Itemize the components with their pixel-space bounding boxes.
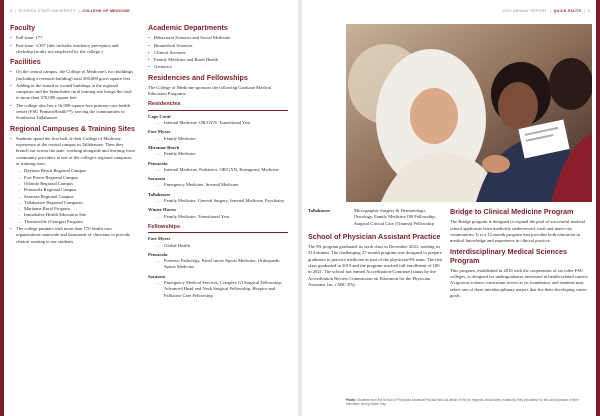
- residency-location-name: Sarasota: [148, 176, 166, 182]
- residency-program: – Family Medicine: [148, 136, 288, 142]
- photo-caption-label: Photo:: [346, 398, 357, 402]
- left-column-2: [148, 24, 288, 299]
- left-header-title: COLLEGE OF MEDICINE: [82, 9, 130, 13]
- regional-list: [10, 136, 136, 245]
- facilities-heading: Facilities: [10, 57, 41, 67]
- right-running-header: 2022 ANNUAL REPORT | QUICK FACTS | 9: [502, 9, 590, 13]
- facilities-item: • On the central campus, the College of Medicine's two buildings (including a research building) total 300,000 gross square feet.: [10, 69, 136, 82]
- fellowship-location-name: Sarasota: [148, 273, 166, 279]
- regional-site: – Fort Pierce Regional Campus: [18, 175, 136, 181]
- regional-sites-list: [18, 168, 136, 225]
- regional-site: – Tallahassee Regional Campuses: [18, 200, 136, 206]
- residency-location-name: Miramar Beach: [148, 144, 180, 150]
- academic-list: [148, 35, 288, 70]
- residencies-intro: The College of Medicine sponsors the following Graduate Medical Education Programs:: [148, 84, 272, 97]
- academic-item: • Biomedical Sciences: [148, 43, 288, 49]
- academic-item: • Behavioral Sciences and Social Medicine: [148, 35, 288, 41]
- right-column-b: [450, 208, 590, 302]
- pa-text: The PA program graduated its sixth class in December 2021, totaling its 314 alumni. The challenging 27-month program was designed to prepare graduates to practice medicine as part of the physician-PA team. The first class graduated in 2019 and the program reached full enrollment of 180 in 2021. The school has earned Accreditation-Continued status by the Accreditation Review Commission on Education for the Physician Assistant, Inc. (ARC-PA).: [308, 244, 443, 287]
- residency-program: – Family Medicine, Transitional Year: [148, 214, 288, 220]
- fellowship-location-name: Fort Myers: [148, 236, 171, 242]
- faculty-list: [10, 35, 136, 55]
- residency-location-name: Winter Haven: [148, 207, 176, 213]
- right-header-title: QUICK FACTS: [553, 9, 582, 13]
- photo-illustration: [346, 24, 592, 202]
- fellowship-program: – Forensic Pathology, Pain/Cancer Sports Medicine, Orthopaedic Sports Medicine: [148, 258, 288, 271]
- academic-heading: Academic Departments: [148, 23, 228, 32]
- residency-location-name: Fort Myers: [148, 129, 171, 135]
- fellowship-program: Micrographic Surgery & Dermatologic Oncology, Family Medicine OB Fellowship, Surgical Critical Care (Trauma) Fellowship: [354, 208, 436, 226]
- fellowships-subheading: Fellowships: [148, 224, 288, 233]
- regional-intro-text: Students spend the first half of their College of Medicine experience at the central campus in Tallahassee. Then they branch out across the state, working alongside and learning from community providers at one of the college's regional campuses or training sites.: [16, 135, 135, 167]
- residency-location-name: Cape Coral: [148, 113, 171, 119]
- idsp-text: This program, established in 2016 with the cooperation of six other FSU colleges, is designed for undergraduates interested in health-related careers. A rigorous science curriculum serves as its foundation, and students may select one of three interdisciplinary majors that fits their developing career goals.: [450, 267, 589, 298]
- residency-location-name: Tallahassee: [148, 191, 171, 197]
- faculty-item: • Full-time: 177: [10, 35, 136, 41]
- right-page-number: 9: [587, 9, 590, 13]
- fellowship-location-name: Pensacola: [148, 251, 168, 257]
- regional-site: – Marianna Rural Program: [18, 206, 136, 212]
- regional-site: – Orlando Regional Campus: [18, 181, 136, 187]
- fellowship-program: – Emergency Medical Services, Complex GI Surgical Fellowship, Advanced Head and Neck Surgical Fellowship, Hospice and Palliative Care Fellowship: [148, 280, 288, 299]
- right-page: [300, 0, 600, 416]
- photo-caption: [346, 398, 590, 406]
- photo-caption-text: Students from the School of Physician Assistant Practice find out which of the six regional clinical sites (rotations) they will attend for the clinical phase of their education during Match Day.: [346, 398, 579, 407]
- residency-program: – Internal Medicine, OB/GYN, Transitional Year: [148, 120, 288, 126]
- students-match-day-photo: [346, 24, 592, 202]
- left-column-1: [10, 24, 136, 248]
- academic-item: • Geriatrics: [148, 64, 288, 70]
- residency-location-name: Pensacola: [148, 160, 168, 166]
- bridge-text: The Bridge program is designed to expand the pool of successful medical school applicants from medically underserved, rural and inner-city communities. It is a 12-month program that provides both education in medical knowledge and experience in clinical practice.: [450, 219, 586, 244]
- regional-site: – Sarasota Regional Campus: [18, 194, 136, 200]
- fellowship-location-name: Tallahassee: [308, 208, 331, 213]
- left-page-number: 8: [10, 9, 13, 13]
- regional-site: – Pensacola Regional Campus: [18, 187, 136, 193]
- regional-site: – Daytona Beach Regional Campus: [18, 168, 136, 174]
- left-running-header: 8 | FLORIDA STATE UNIVERSITY | COLLEGE OF MEDICINE: [10, 9, 130, 13]
- facilities-list: [10, 69, 136, 121]
- residencies-locations: [148, 114, 288, 220]
- left-header-prefix: FLORIDA STATE UNIVERSITY: [18, 9, 76, 13]
- right-column-a: [308, 208, 444, 291]
- faculty-heading: Faculty: [10, 23, 36, 32]
- regional-site: – Thomasville (Georgia) Program: [18, 219, 136, 225]
- idsp-heading: Interdisciplinary Medical Sciences Program: [450, 247, 568, 265]
- book-spine-shadow: [297, 0, 303, 416]
- residencies-heading: Residencies and Fellowships: [148, 72, 248, 82]
- residency-program: – Family Medicine, General Surgery, Internal Medicine, Psychiatry: [148, 198, 288, 204]
- facilities-item: • The college also has a 16,000-square-foot primary-care health center (FSU PrimaryHealth™), serving the communities in Southwest Tallahassee.: [10, 103, 136, 122]
- faculty-item: • Part-time: 3,397 (this includes residency preceptors and clerkship faculty not employed by the college.): [10, 43, 136, 56]
- bridge-heading: Bridge to Clinical Medicine Program: [450, 207, 574, 216]
- regional-heading: Regional Campuses & Training Sites: [10, 123, 136, 133]
- right-header-prefix: 2022 ANNUAL REPORT: [502, 9, 548, 13]
- residency-program: – Family Medicine: [148, 151, 288, 157]
- regional-closing: • The college partners with more than 170 health care organizations statewide and thousands of clinicians to provide clinical training to our students.: [10, 226, 136, 245]
- right-page-edge-band: [596, 0, 600, 416]
- pa-heading: School of Physician Assistant Practice: [308, 231, 441, 241]
- residency-program: – Internal Medicine, Pediatrics, OB/GYN, Emergency Medicine: [148, 167, 288, 173]
- regional-intro: [10, 136, 136, 225]
- fellowship-program: – Global Health: [148, 243, 288, 249]
- fellowship-continuation: [308, 208, 444, 227]
- regional-site: – Immokalee Health Education Site: [18, 212, 136, 218]
- fellowships-locations: [148, 236, 288, 299]
- academic-item: • Clinical Sciences: [148, 50, 288, 56]
- residencies-subheading: Residencies: [148, 101, 288, 110]
- left-page-edge-band: [0, 0, 4, 416]
- academic-item: • Family Medicine and Rural Health: [148, 57, 288, 63]
- residency-program: – Emergency Medicine, Internal Medicine: [148, 182, 288, 188]
- facilities-item: • Adding in the leased or owned buildings at the regional campuses and the Immokalee rural training site brings the total to more than 378,000 square feet.: [10, 83, 136, 102]
